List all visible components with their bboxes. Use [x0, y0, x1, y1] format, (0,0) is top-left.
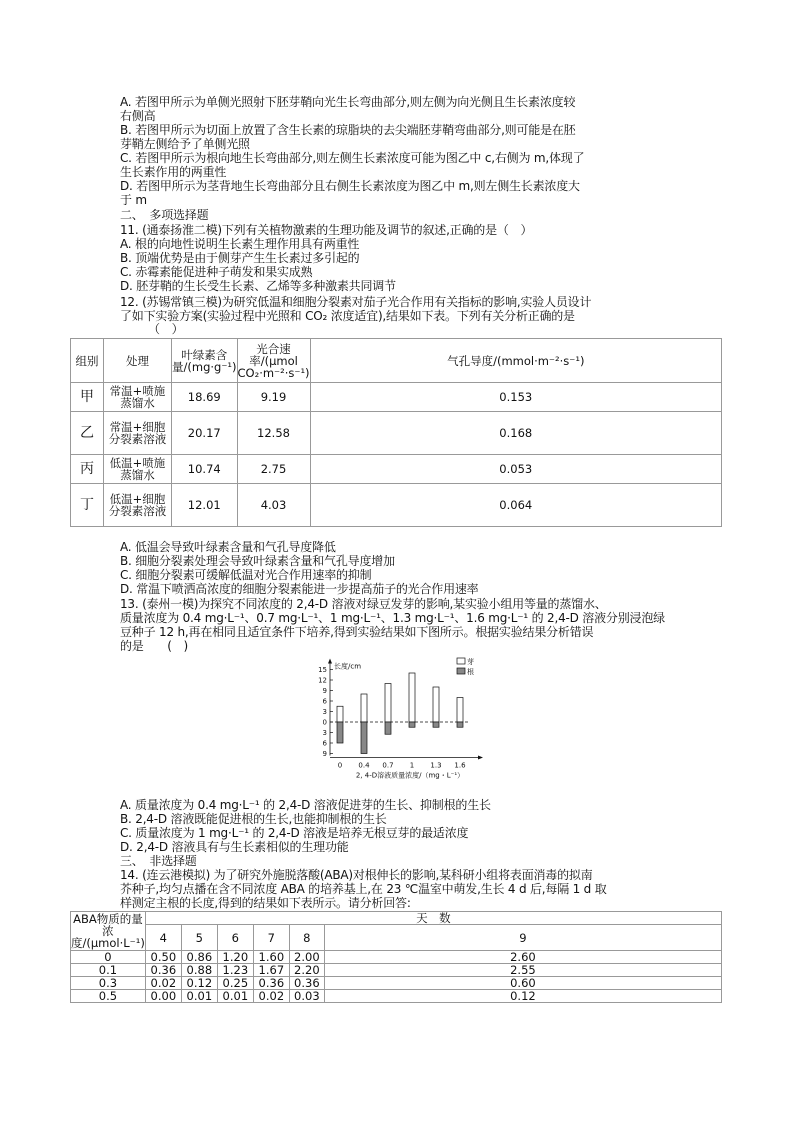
cell: 0.25	[217, 977, 253, 990]
q11-option-d: D. 胚芽鞘的生长受生长素、乙烯等多种激素共同调节	[120, 279, 396, 293]
cell: 2.00	[289, 951, 324, 964]
q12-option-a: A. 低温会导致叶绿素含量和气孔导度降低	[120, 540, 336, 554]
header-stomatal-conductance: 气孔导度/(mmol·m⁻²·s⁻¹)	[310, 339, 721, 383]
bar-root	[457, 722, 463, 727]
q14-aba-table	[70, 911, 722, 1003]
header-group: 组别	[71, 339, 104, 383]
legend-label-root: 根	[467, 668, 474, 676]
cell-group: 丁	[71, 484, 104, 527]
growth-bar-chart	[310, 655, 490, 785]
bar-bud	[361, 694, 367, 722]
cell: 0.00	[145, 990, 181, 1003]
q10-option-d-line1: D. 若图甲所示为茎背地生长弯曲部分且右侧生长素浓度为图乙中 m,则左侧生长素浓度大	[120, 179, 580, 193]
header-day: 5	[181, 925, 217, 951]
q13-stem-line4: 的是 ( )	[120, 639, 188, 653]
q12-option-d: D. 常温下喷洒高浓度的细胞分裂素能进一步提高茄子的光合作用速率	[120, 582, 479, 596]
x-tick-label: 0.7	[382, 761, 394, 770]
cell-rate: 9.19	[237, 383, 310, 412]
cell-treatment: 常温+喷施蒸馏水	[104, 383, 172, 412]
cell-conductance: 0.053	[310, 455, 721, 484]
q14-stem-line3: 样测定主根的长度,得到的结果如下表所示。请分析回答:	[120, 896, 411, 910]
header-aba-concentration: ABA物质的量浓度/(μmol·L⁻¹)	[71, 912, 145, 950]
bar-bud	[385, 684, 391, 723]
header-day: 6	[217, 925, 253, 951]
cell: 0.01	[181, 990, 217, 1003]
table-header-row	[71, 339, 722, 383]
header-treatment: 处理	[104, 339, 172, 383]
q14-stem-line1: 14. (连云港模拟) 为了研究外施脱落酸(ABA)对根伸长的影响,某科研小组将表面消毒的拟南	[120, 868, 593, 882]
bar-bud	[433, 687, 439, 722]
cell: 0.86	[181, 951, 217, 964]
cell: 2.60	[324, 951, 721, 964]
q13-stem-line2: 质量浓度为 0.4 mg·L⁻¹、0.7 mg·L⁻¹、1 mg·L⁻¹、1.3 mg·L⁻¹、1.6 mg·L⁻¹ 的 2,4-D 溶液分别浸泡绿	[120, 611, 665, 625]
bar-bud	[457, 698, 463, 723]
cell: 0.12	[181, 977, 217, 990]
cell: 2.20	[289, 964, 324, 977]
header-day: 7	[253, 925, 289, 951]
x-tick-label: 0.4	[358, 761, 370, 770]
table-row	[71, 977, 722, 990]
y-tick-label: 6	[322, 697, 327, 706]
q12-option-b: B. 细胞分裂素处理会导致叶绿素含量和气孔导度增加	[120, 554, 395, 568]
cell: 0.50	[145, 951, 181, 964]
table-row	[71, 964, 722, 977]
cell-rate: 4.03	[237, 484, 310, 527]
cell: 0.36	[253, 977, 289, 990]
table-row	[71, 455, 722, 484]
q13-stem-line3: 豆种子 12 h,再在相同且适宜条件下培养,得到实验结果如下图所示。根据实验结果分析错误	[120, 625, 594, 639]
q11-option-c: C. 赤霉素能促进种子萌发和果实成熟	[120, 265, 313, 279]
q12-stem-line3: （ ）	[148, 322, 184, 336]
cell: 0.1	[71, 964, 146, 977]
y-tick-label: 3	[322, 729, 327, 737]
cell: 0.36	[145, 964, 181, 977]
x-axis-label: 2, 4-D溶液质量浓度/（mg・L⁻¹）	[355, 771, 465, 780]
y-axis-label: 长度/cm	[334, 662, 362, 671]
bar-root	[337, 722, 343, 743]
q12-stem-line2: 了如下实验方案(实验过程中光照和 CO₂ 浓度适宜),结果如下表。下列有关分析正确的是	[120, 309, 575, 323]
cell-chlorophyll: 12.01	[172, 484, 238, 527]
q13-option-a: A. 质量浓度为 0.4 mg·L⁻¹ 的 2,4-D 溶液促进芽的生长、抑制根的生长	[120, 798, 491, 812]
q13-option-d: D. 2,4-D 溶液具有与生长素相似的生理功能	[120, 840, 349, 854]
table-row	[71, 383, 722, 412]
cell: 0.60	[324, 977, 721, 990]
section-heading-multiple-choice: 二、 多项选择题	[120, 208, 209, 222]
y-axis-arrow	[328, 659, 332, 664]
q10-option-c-line2: 生长素作用的两重性	[120, 165, 227, 179]
cell-treatment: 常温+细胞分裂素溶液	[104, 412, 172, 455]
q11-stem: 11. (通泰扬淮二模)下列有关植物激素的生理功能及调节的叙述,正确的是（ ）	[120, 223, 533, 237]
cell: 2.55	[324, 964, 721, 977]
header-day: 9	[324, 925, 721, 951]
cell: 0.01	[217, 990, 253, 1003]
x-tick-label: 1	[409, 761, 415, 770]
q13-stem-line1: 13. (泰州一模)为探究不同浓度的 2,4-D 溶液对绿豆发芽的影响,某实验小组用等量的蒸馏水、	[120, 597, 607, 611]
q13-option-c: C. 质量浓度为 1 mg·L⁻¹ 的 2,4-D 溶液是培养无根豆芽的最适浓度	[120, 826, 469, 840]
table-row	[71, 484, 722, 527]
y-tick-label: 0	[322, 718, 327, 727]
cell: 0.02	[253, 990, 289, 1003]
y-tick-label: 9	[322, 750, 327, 758]
legend-swatch-bud	[457, 658, 465, 664]
cell-conductance: 0.064	[310, 484, 721, 527]
bar-root	[433, 722, 439, 727]
header-photosynthesis-rate: 光合速率/(μmol CO₂·m⁻²·s⁻¹)	[237, 339, 310, 383]
section-heading-non-choice: 三、 非选择题	[120, 854, 197, 868]
cell-conductance: 0.168	[310, 412, 721, 455]
q12-stem-line1: 12. (苏锡常镇三模)为研究低温和细胞分裂素对茄子光合作用有关指标的影响,实验人员设计	[120, 295, 592, 309]
x-axis-arrow	[478, 756, 483, 760]
table-row	[71, 412, 722, 455]
cell: 0.03	[289, 990, 324, 1003]
header-day: 8	[289, 925, 324, 951]
cell-treatment: 低温+喷施蒸馏水	[104, 455, 172, 484]
q10-option-c-line1: C. 若图甲所示为根向地生长弯曲部分,则左侧生长素浓度可能为图乙中 c,右侧为 m,体现了	[120, 151, 585, 165]
header-chlorophyll: 叶绿素含量/(mg·g⁻¹)	[172, 339, 238, 383]
q14-stem-line2: 芥种子,均匀点播在含不同浓度 ABA 的培养基上,在 23 ℃温室中萌发,生长 4 d 后,每隔 1 d 取	[120, 882, 607, 896]
q10-option-a-line1: A. 若图甲所示为单侧光照射下胚芽鞘向光生长弯曲部分,则左侧为向光侧且生长素浓度较	[120, 95, 576, 109]
y-tick-label: 9	[322, 687, 327, 695]
x-tick-label: 1.6	[454, 761, 466, 770]
cell: 0	[71, 951, 146, 964]
bar-bud	[337, 706, 343, 722]
cell: 0.3	[71, 977, 146, 990]
q11-option-b: B. 顶端优势是由于侧芽产生生长素过多引起的	[120, 251, 360, 265]
q10-option-b-line1: B. 若图甲所示为切面上放置了含生长素的琼脂块的去尖端胚芽鞘弯曲部分,则可能是在胚	[120, 123, 576, 137]
bar-root	[361, 722, 367, 754]
y-tick-label: 12	[318, 676, 327, 685]
cell-chlorophyll: 20.17	[172, 412, 238, 455]
table-row	[71, 951, 722, 964]
y-tick-label: 3	[322, 708, 327, 716]
header-days: 天 数	[145, 912, 721, 925]
q11-option-a: A. 根的向地性说明生长素生理作用具有两重性	[120, 237, 360, 251]
cell-group: 甲	[71, 383, 104, 412]
cell: 1.20	[217, 951, 253, 964]
table-header-row	[71, 925, 722, 951]
q12-results-table	[70, 338, 722, 527]
cell: 1.23	[217, 964, 253, 977]
cell-conductance: 0.153	[310, 383, 721, 412]
cell-chlorophyll: 18.69	[172, 383, 238, 412]
cell: 1.67	[253, 964, 289, 977]
x-tick-label: 1.3	[430, 761, 442, 770]
cell-rate: 2.75	[237, 455, 310, 484]
cell-treatment: 低温+细胞分裂素溶液	[104, 484, 172, 527]
cell: 0.12	[324, 990, 721, 1003]
cell-chlorophyll: 10.74	[172, 455, 238, 484]
legend-label-bud: 芽	[467, 658, 474, 666]
q10-option-d-line2: 于 m	[120, 193, 147, 207]
cell: 1.60	[253, 951, 289, 964]
bar-root	[385, 722, 391, 734]
legend-swatch-root	[457, 668, 465, 674]
x-tick-label: 0	[337, 761, 343, 770]
bar-bud	[409, 673, 415, 722]
cell-group: 乙	[71, 412, 104, 455]
cell: 0.36	[289, 977, 324, 990]
q12-option-c: C. 细胞分裂素可缓解低温对光合作用速率的抑制	[120, 568, 372, 582]
y-tick-label: 15	[318, 666, 327, 674]
cell-group: 丙	[71, 455, 104, 484]
cell: 0.02	[145, 977, 181, 990]
header-day: 4	[145, 925, 181, 951]
q10-option-b-line2: 芽鞘左侧给予了单侧光照	[120, 137, 250, 151]
table-header-row	[71, 912, 722, 925]
bar-root	[409, 722, 415, 727]
table-row	[71, 990, 722, 1003]
q13-option-b: B. 2,4-D 溶液既能促进根的生长,也能抑制根的生长	[120, 812, 387, 826]
y-tick-label: 6	[322, 739, 327, 748]
cell: 0.5	[71, 990, 146, 1003]
cell: 0.88	[181, 964, 217, 977]
cell-rate: 12.58	[237, 412, 310, 455]
q10-option-a-line2: 右侧高	[120, 109, 156, 123]
